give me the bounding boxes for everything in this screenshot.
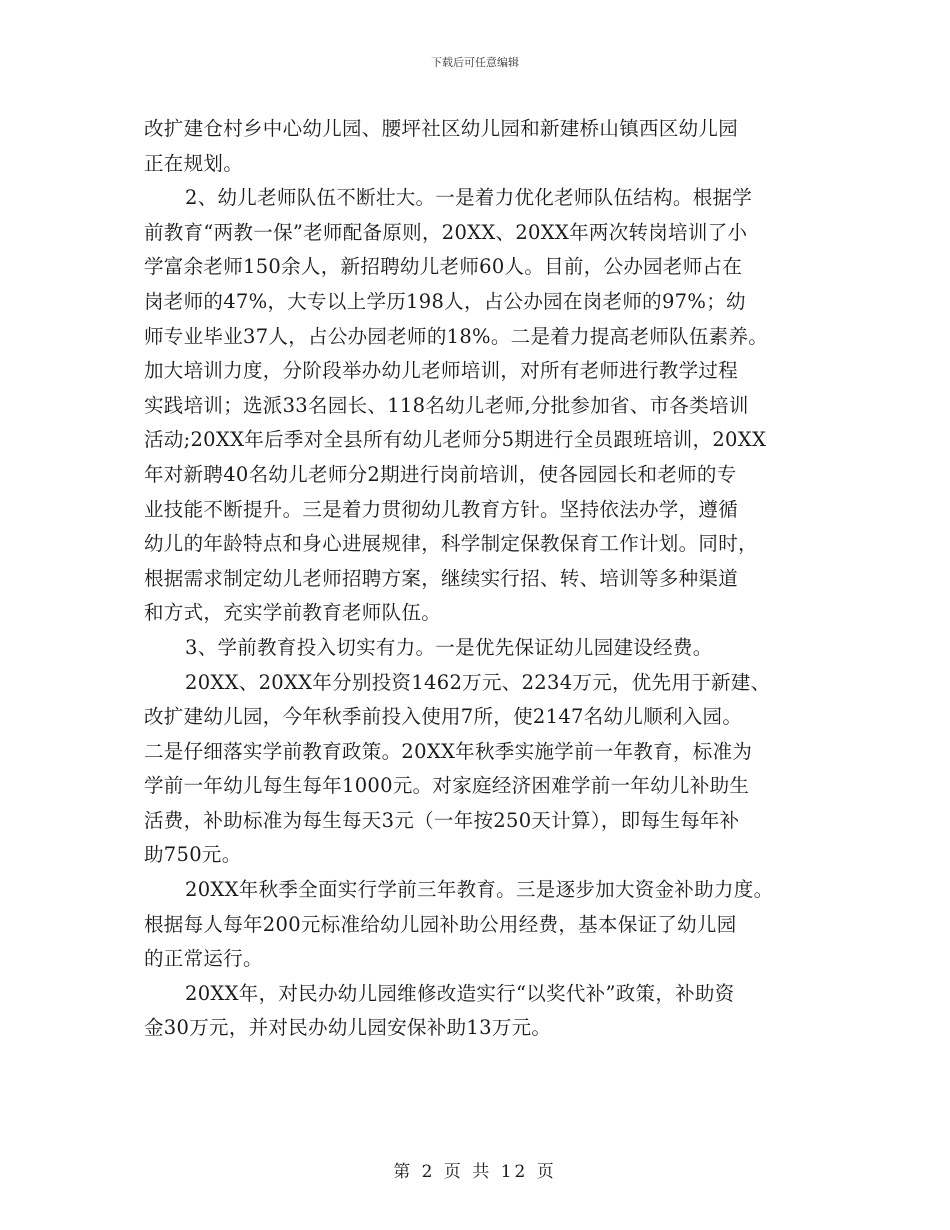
text-line: 岗老师的47%，大专以上学历198人，占公办园在岗老师的97%；幼 (144, 289, 746, 313)
text-line: 的正常运行。 (144, 947, 263, 971)
text-line: 20XX年秋季全面实行学前三年教育。三是逐步加大资金补助力度。 (185, 878, 774, 902)
text-line: 学前一年幼儿每生每年1000元。对家庭经济困难学前一年幼儿补助生 (144, 774, 750, 798)
text-line: 改扩建仓村乡中心幼儿园、腰坪社区幼儿园和新建桥山镇西区幼儿园 (144, 117, 739, 140)
page-header: 下载后可任意编辑 (431, 56, 519, 69)
text-line: 业技能不断提升。三是着力贯彻幼儿教育方针。坚持依法办学，遵循 (144, 497, 739, 521)
document-body (144, 112, 819, 1046)
text-line: 正在规划。 (144, 151, 244, 175)
text-line: 20XX年，对民办幼儿园维修改造实行“以奖代补”政策，补助资 (185, 981, 735, 1005)
text-line: 前教育“两教一保”老师配备原则，20XX、20XX年两次转岗培训了小 (144, 220, 748, 244)
text-line: 师专业毕业37人，占公办园老师的18%。二是着力提高老师队伍素养。 (144, 324, 769, 348)
text-line: 助750元。 (144, 843, 242, 867)
text-line: 实践培训；选派33名园长、118名幼儿老师,分批参加省、市各类培训 (144, 393, 749, 417)
text-line: 根据需求制定幼儿老师招聘方案，继续实行招、转、培训等多种渠道 (144, 566, 739, 590)
text-line: 改扩建幼儿园，今年秋季前投入使用7所，使2147名幼儿顺利入园。 (144, 705, 743, 729)
text-line: 和方式，充实学前教育老师队伍。 (144, 601, 442, 625)
text-line: 年对新聘40名幼儿老师分2期进行岗前培训，使各园园长和老师的专 (144, 462, 737, 486)
text-line: 加大培训力度，分阶段举办幼儿老师培训，对所有老师进行教学过程 (144, 359, 739, 383)
text-line: 活费，补助标准为每生每天3元（一年按250天计算），即每生每年补 (144, 808, 740, 832)
page-footer: 第 2 页 共 12 页 (393, 1162, 557, 1182)
text-line: 活动;20XX年后季对全县所有幼儿老师分5期进行全员跟班培训，20XX (144, 428, 767, 452)
text-line: 3、学前教育投入切实有力。一是优先保证幼儿园建设经费。 (185, 635, 713, 659)
text-line: 20XX、20XX年分别投资1462万元、2234万元，优先用于新建、 (185, 670, 771, 694)
text-line: 根据每人每年200元标准给幼儿园补助公用经费，基本保证了幼儿园 (144, 912, 737, 936)
text-line: 学富余老师150余人，新招聘幼儿老师60人。目前，公办园老师占在 (144, 255, 743, 279)
text-line: 金30万元，并对民办幼儿园安保补助13万元。 (144, 1016, 552, 1040)
text-line: 幼儿的年龄特点和身心进展规律，科学制定保教保育工作计划。同时， (144, 532, 758, 556)
text-line: 二是仔细落实学前教育政策。20XX年秋季实施学前一年教育，标准为 (144, 739, 753, 763)
text-line: 2、幼儿老师队伍不断壮大。一是着力优化老师队伍结构。根据学 (185, 186, 753, 210)
